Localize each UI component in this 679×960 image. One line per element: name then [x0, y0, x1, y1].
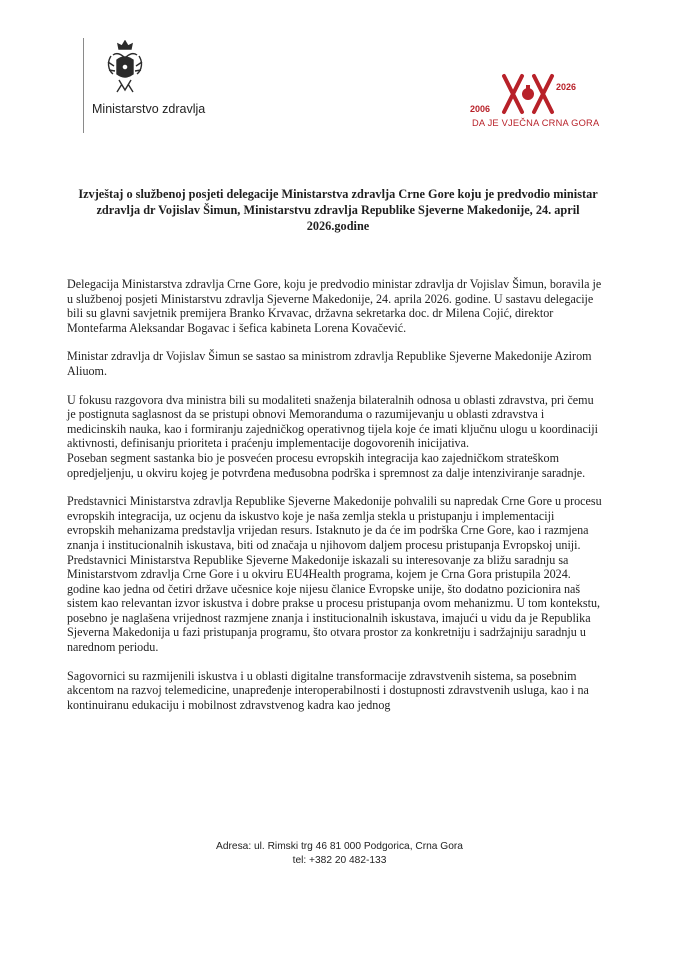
- footer: [0, 840, 679, 868]
- report-title: Izvještaj o službenoj posjeti delegacije Ministarstva zdravlja Crne Gore koju je predvodio ministar zdravlja dr Vojislav Šimun, Ministarstvu zdravlja Republike Sjeverne Makedonije, 24. april 2026.godine: [78, 187, 598, 233]
- footer-phone: tel: +382 20 482-133: [292, 855, 387, 866]
- jubilee-year-end: 2026: [556, 82, 577, 92]
- coat-of-arms-icon: [105, 40, 145, 98]
- footer-address: Adresa: ul. Rimski trg 46 81 000 Podgorica, Crna Gora: [216, 841, 463, 852]
- jubilee-year-start: 2006: [470, 104, 491, 114]
- paragraph-4: Poseban segment sastanka bio je posvećen procesu evropskih integracija kao zajedničkom strateškom opredjeljenju, u okviru kojeg je potvrđena međusobna podrška i spremnost za dalje intenziviranje saradnje.: [67, 450, 586, 480]
- ministry-name: Ministarstvo zdravlja: [92, 102, 206, 116]
- paragraph-1: Delegacija Ministarstva zdravlja Crne Gore, koju je predvodio ministar zdravlja dr Vojislav Šimun, boravila je u službenoj posjeti Ministarstvu zdravlja Sjeverne Makedonije, 24. aprila 2026. godine. U sastavu delegacije bili su glavni savjetnik premijera Branko Krvavac, državna sekretarka doc. dr Milena Cojić, direktor Montefarma Aleksandar Bogavac i šefica kabineta Lorena Kovačević.: [67, 277, 602, 335]
- paragraph-2: Ministar zdravlja dr Vojislav Šimun se sastao sa ministrom zdravlja Republike Sjeverne Makedonije Azirom Aliuom.: [67, 349, 592, 378]
- paragraph-5: Predstavnici Ministarstva zdravlja Republike Sjeverne Makedonije pohvalili su napredak Crne Gore u procesu evropskih integracija, uz ocjenu da iskustvo koje je naša zemlja stekla u pristupanju i implementaciji evropskih mehanizama predstavlja vrijedan resurs. Istaknuto je da će im podrška Crne Gore, kao i razmjena znanja i institucionalnih iskustava, biti od značaja u njihovom daljem procesu pristupanja Evropskoj uniji. Predstavnici Ministarstva Republike Sjeverne Makedonije iskazali su interesovanje za bližu saradnju sa Ministarstvom zdravlja Crne Gore i u okviru EU4Health programa, kojem je Crna Gora pristupila 2024. godine kao jedna od četiri države učesnice koje nijesu članice Evropske unije, što dodatno pozicionira naš sistem kao relevantan izvor iskustva i dobre prakse u procesu pristupanja ovom mehanizmu. U tom kontekstu, posebno je naglašena vrijednost razmjene znanja i institucionalnih iskustava, imajući u vidu da je Republika Sjeverna Makedonija u fazi pristupanja programu, što otvara prostor za konkretniju i sadržajniju saradnju u narednom periodu.: [67, 494, 602, 655]
- jubilee-slogan: DA JE VJEČNA CRNA GORA: [472, 118, 600, 128]
- header-divider: [83, 38, 84, 133]
- paragraph-3: U fokusu razgovora dva ministra bili su modaliteti snaženja bilateralnih odnosa u oblasti zdravstva, pri čemu je postignuta saglasnost da se pristupi obnovi Memoranduma o razumijevanju u oblasti zdravstva i medicinskih nauka, kao i formiranju zajedničkog operativnog tijela koje će imati ključnu ulogu u koordinaciji aktivnosti, definisanju prioriteta i praćenju implementacije dogovorenih inicijativa.: [67, 392, 598, 451]
- paragraph-6: Sagovornici su razmijenili iskustva i u oblasti digitalne transformacije zdravstvenih sistema, sa posebnim akcentom na razvoj telemedicine, unapređenje interoperabilnosti i dostupnosti zdravstvenih usluga, kao i na kontinuiranu edukaciju i mobilnost zdravstvenog kadra kao jednog: [67, 668, 589, 712]
- report-body: [67, 277, 602, 712]
